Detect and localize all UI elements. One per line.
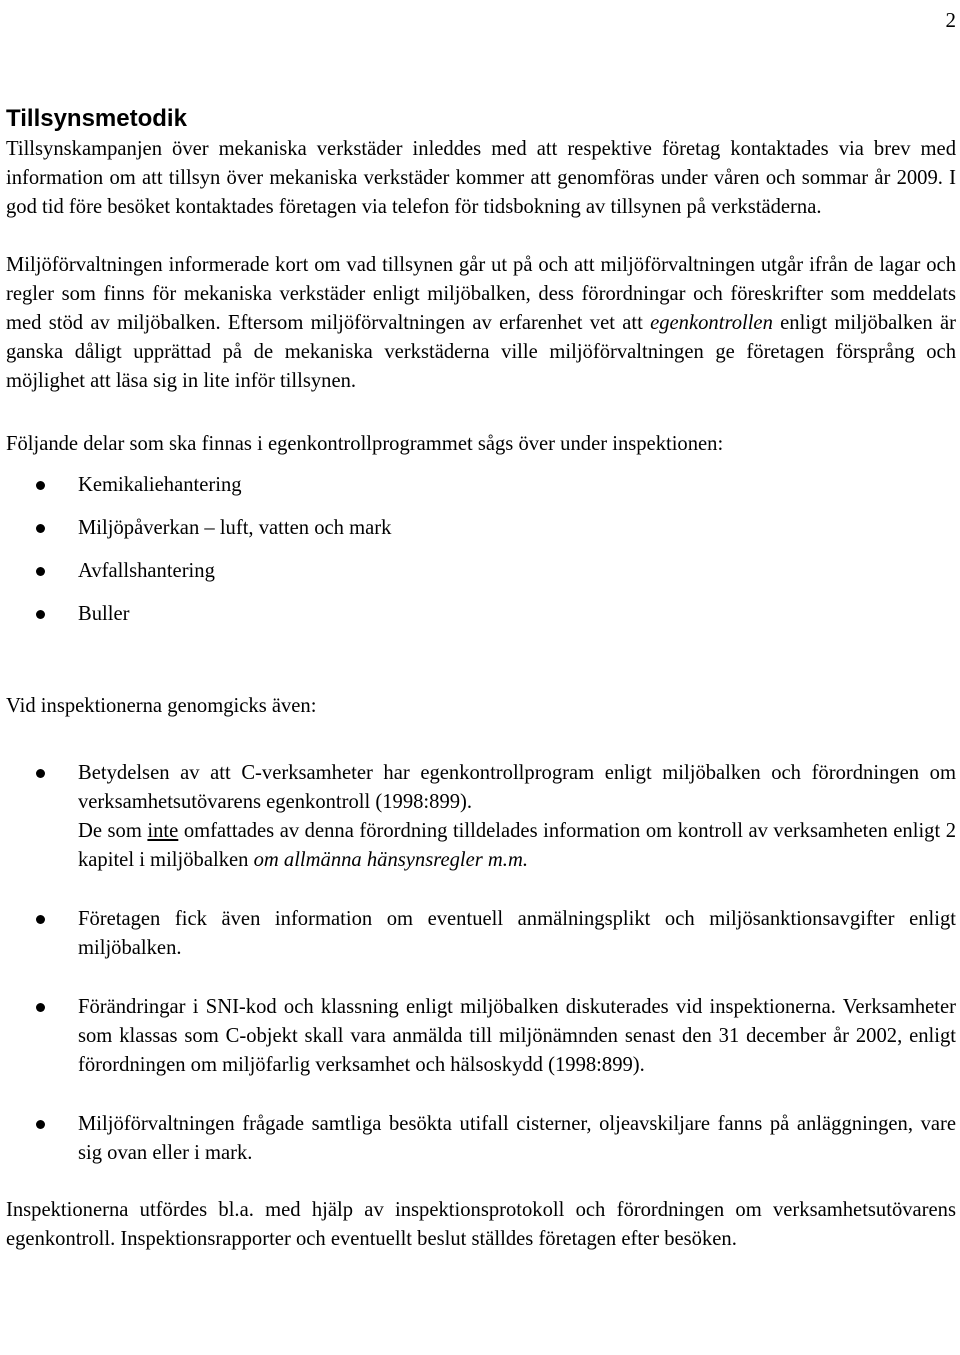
control-program-list bbox=[6, 471, 956, 643]
italic-text: om allmänna hänsynsregler m.m. bbox=[253, 849, 528, 871]
closing-paragraph: Inspektionerna utfördes bl.a. med hjälp av inspektionsprotokoll och förordningen om verksamhetsutövarens egenkontroll. Inspektionsrapporter och eventuellt beslut ställdes företagen efter besöken. bbox=[6, 1199, 956, 1250]
underlined-word: inte bbox=[147, 820, 179, 842]
bullet-icon bbox=[36, 769, 45, 778]
list-item-text: Buller bbox=[78, 603, 130, 625]
list-item bbox=[6, 1110, 956, 1168]
bullet-icon bbox=[36, 567, 45, 576]
list-item-text: Miljöpåverkan – luft, vatten och mark bbox=[78, 517, 392, 539]
list-item-text: Avfallshantering bbox=[78, 560, 215, 582]
section-heading: Tillsynsmetodik bbox=[6, 105, 187, 132]
page-number: 2 bbox=[945, 8, 956, 32]
list-item-text: omfattades av denna förordning tilldelades information om kontroll av verksamheten enligt 2 kapitel i miljöbalken bbox=[78, 820, 957, 871]
paragraph-info-text: Miljöförvaltningen informerade kort om vad tillsynen går ut på och att miljöförvaltningen utgår ifrån de lagar och regler som finns för mekaniska verkstäder enligt miljöbalken, dess förordningar och föreskrifter som meddelats med stöd av miljöbalken. Eftersom miljöförvaltningen av erfarenhet vet att bbox=[6, 254, 956, 334]
inspection-topics-list bbox=[6, 759, 956, 1168]
paragraph-info-text-end: enligt miljöbalken är ganska dåligt upprättad på de mekaniska verkstäderna ville miljöförvaltningen ge företagen försprång och möjlighet att läsa sig in lite inför tillsynen. bbox=[6, 312, 956, 392]
list-item bbox=[6, 993, 956, 1080]
intro-paragraph: Tillsynskampanjen över mekaniska verkstäder inleddes med att respektive företag kontaktades via brev med information om att tillsyn över mekaniska verkstäder kommer att genomföras under våren och sommar år 2009. I god tid före besöket kontaktades företagen via telefon för tidsbokning av tillsynen på verkstäderna. bbox=[6, 138, 956, 218]
list-item-text: De som bbox=[78, 820, 148, 842]
bullet-icon bbox=[36, 524, 45, 533]
list-item-text: Kemikaliehantering bbox=[78, 474, 242, 496]
list-item bbox=[6, 905, 956, 963]
paragraph-info bbox=[6, 251, 956, 396]
bullet-icon bbox=[36, 610, 45, 619]
bullet-icon bbox=[36, 1003, 45, 1012]
list1-intro: Följande delar som ska finnas i egenkontrollprogrammet sågs över under inspektionen: bbox=[6, 433, 724, 455]
bullet-icon bbox=[36, 915, 45, 924]
bullet-icon bbox=[36, 481, 45, 490]
list-item bbox=[6, 514, 956, 557]
list-item-text: Miljöförvaltningen frågade samtliga besökta utifall cisterner, oljeavskiljare fanns på anläggningen, vare sig ovan eller i mark. bbox=[78, 1113, 956, 1164]
list-item-text: Betydelsen av att C-verksamheter har egenkontrollprogram enligt miljöbalken och förordningen om verksamhetsutövarens egenkontroll (1998:899). bbox=[78, 762, 956, 813]
document-body bbox=[6, 102, 956, 1254]
list-item bbox=[6, 600, 956, 643]
list-item-text: Företagen fick även information om eventuell anmälningsplikt och miljösanktionsavgifter enligt miljöbalken. bbox=[78, 908, 956, 959]
paragraph-info-italic: egenkontrollen bbox=[650, 312, 773, 334]
list-item bbox=[6, 759, 956, 875]
list-item-text: Förändringar i SNI-kod och klassning enligt miljöbalken diskuterades vid inspektionerna. Verksamheter som klassas som C-objekt skall vara anmälda till miljönämnden senast den 31 december år 2002, enligt förordningen om miljöfarlig verksamhet och hälsoskydd (1998:899). bbox=[78, 996, 956, 1076]
list-item bbox=[6, 557, 956, 600]
list-item bbox=[6, 471, 956, 514]
list2-intro: Vid inspektionerna genomgicks även: bbox=[6, 695, 317, 717]
bullet-icon bbox=[36, 1120, 45, 1129]
